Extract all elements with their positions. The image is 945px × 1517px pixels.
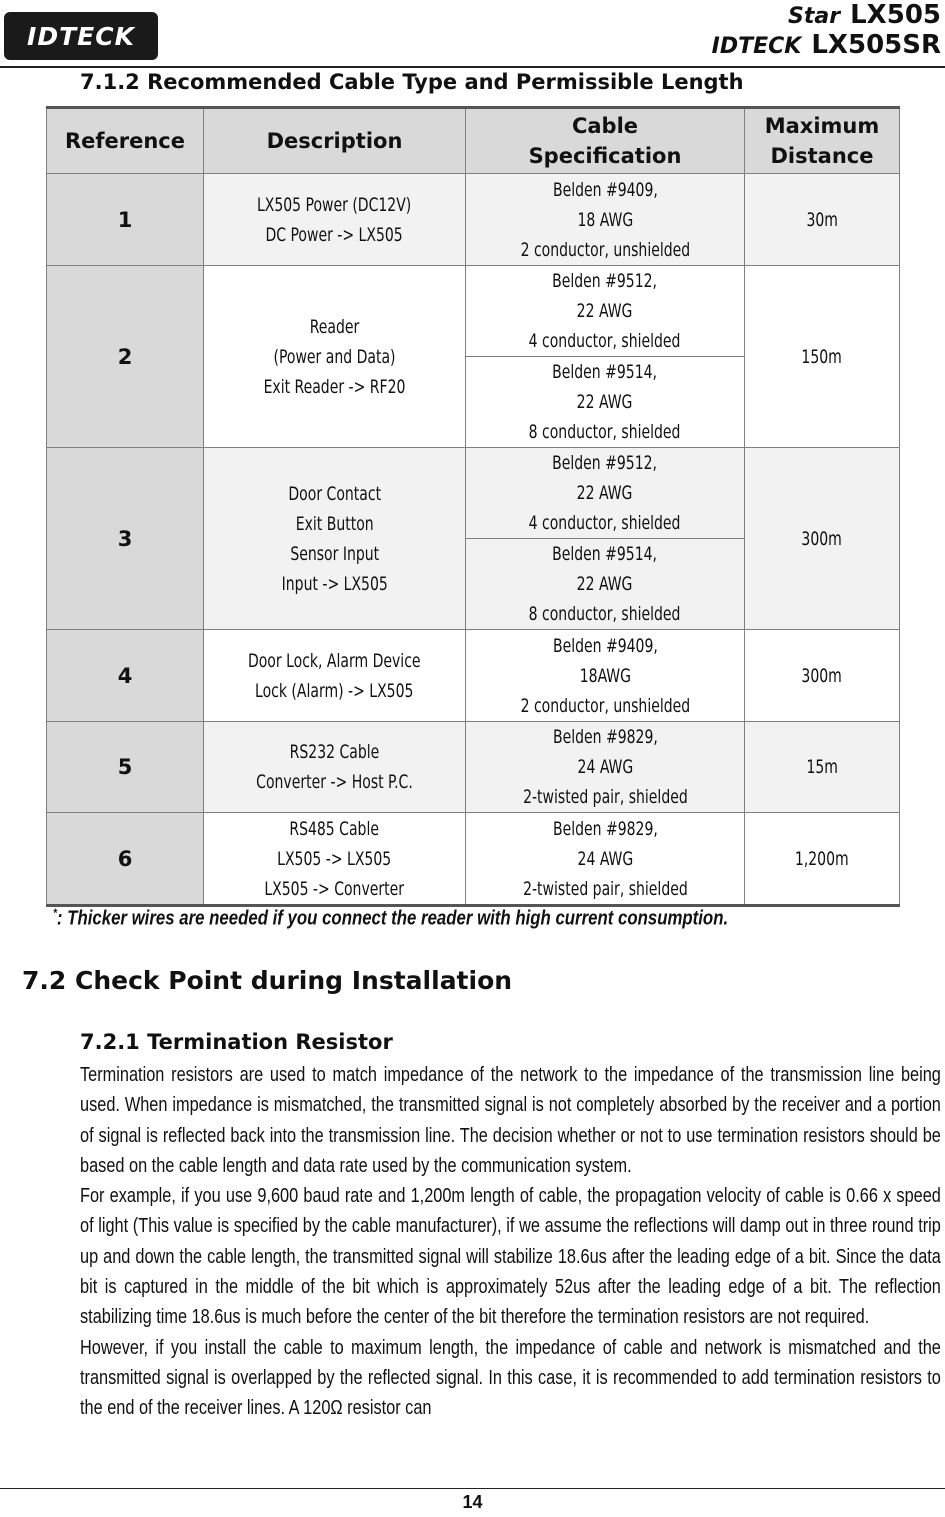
brand-star: Star bbox=[788, 4, 841, 29]
description-cell: Door Contact Exit Button Sensor Input Input -> LX505 bbox=[204, 448, 466, 630]
spec-cell: Belden #9409, 18AWG 2 conductor, unshielded bbox=[466, 630, 745, 722]
header-cable-spec: Cable Specification bbox=[466, 108, 745, 174]
header-divider bbox=[0, 66, 945, 68]
section-title-7-2: 7.2 Check Point during Installation bbox=[22, 966, 513, 995]
description-cell: Door Lock, Alarm Device Lock (Alarm) -> LX505 bbox=[204, 630, 466, 722]
spec-cell: Belden #9409, 18 AWG 2 conductor, unshielded bbox=[466, 174, 745, 266]
distance-cell: 150m bbox=[745, 266, 900, 448]
spec-cell: Belden #9512, 22 AWG 4 conductor, shielded bbox=[466, 448, 745, 539]
header-description: Description bbox=[204, 108, 466, 174]
termination-resistor-body bbox=[80, 1060, 941, 1424]
spec-cell: Belden #9829, 24 AWG 2-twisted pair, shielded bbox=[466, 813, 745, 906]
footnote-mark: * bbox=[53, 906, 57, 920]
brand-idteck: IDTECK bbox=[711, 34, 802, 59]
header-reference: Reference bbox=[47, 108, 204, 174]
footnote-text: : Thicker wires are needed if you connect the reader with high current consumption. bbox=[56, 907, 729, 930]
paragraph: Termination resistors are used to match impedance of the network to the impedance of the transmission line being used. When impedance is mismatched, the transmitted signal is not completely absorbed by the receiver and a portion of signal is reflected back into the transmission line. The decision whether or not to use termination resistors should be based on the cable length and data rate used by the communication system. bbox=[80, 1064, 941, 1177]
logo-text: IDTECK bbox=[27, 21, 135, 51]
description-cell: Reader (Power and Data) Exit Reader -> RF20 bbox=[204, 266, 466, 448]
description-cell: RS232 Cable Converter -> Host P.C. bbox=[204, 722, 466, 813]
ref-cell: 3 bbox=[47, 448, 204, 630]
section-title-7-1-2: 7.1.2 Recommended Cable Type and Permissible Length bbox=[80, 70, 744, 94]
distance-cell: 15m bbox=[745, 722, 900, 813]
distance-cell: 1,200m bbox=[745, 813, 900, 906]
ref-cell: 2 bbox=[47, 266, 204, 448]
brand-model-lx505sr: LX505SR bbox=[811, 30, 941, 60]
brand-line-1 bbox=[788, 2, 941, 28]
spec-cell: Belden #9512, 22 AWG 4 conductor, shielded bbox=[466, 266, 745, 357]
ref-cell: 6 bbox=[47, 813, 204, 906]
paragraph: For example, if you use 9,600 baud rate and 1,200m length of cable, the propagation velocity of cable is 0.66 x speed of light (This value is specified by the cable manufacturer), if we assume the reflections will damp out in three round trip up and down the cable length, the transmitted signal will stabilize 18.6us after the leading edge of a bit. Since the data bit is captured in the middle of the bit which is approximately 52us after the leading edge of a bit. The reflection stabilizing time 18.6us is much before the center of the bit therefore the termination resistors are not required. bbox=[80, 1185, 941, 1329]
page-header bbox=[0, 0, 945, 68]
page-number: 14 bbox=[462, 1492, 483, 1512]
spec-cell: Belden #9514, 22 AWG 8 conductor, shielded bbox=[466, 539, 745, 630]
product-brand bbox=[681, 0, 941, 64]
cable-table bbox=[46, 106, 900, 907]
table-row bbox=[47, 174, 900, 266]
paragraph: However, if you install the cable to maximum length, the impedance of cable and network is mismatched and the transmitted signal is overlapped by the reflected signal. In this case, it is recommended to add termination resistors to the end of the receiver lines. A 120Ω resistor can bbox=[80, 1336, 941, 1420]
table-footnote bbox=[53, 906, 728, 931]
brand-line-2 bbox=[712, 32, 941, 58]
description-cell: LX505 Power (DC12V) DC Power -> LX505 bbox=[204, 174, 466, 266]
table-row bbox=[47, 813, 900, 906]
footer-divider bbox=[0, 1488, 945, 1489]
table-row bbox=[47, 266, 900, 357]
spec-cell: Belden #9514, 22 AWG 8 conductor, shielded bbox=[466, 357, 745, 448]
header-max-distance: Maximum Distance bbox=[745, 108, 900, 174]
ref-cell: 1 bbox=[47, 174, 204, 266]
brand-model-lx505: LX505 bbox=[850, 0, 941, 30]
section-title-7-2-1: 7.2.1 Termination Resistor bbox=[80, 1030, 393, 1054]
table-row bbox=[47, 630, 900, 722]
table-row bbox=[47, 448, 900, 539]
spec-cell: Belden #9829, 24 AWG 2-twisted pair, shielded bbox=[466, 722, 745, 813]
table-row bbox=[47, 722, 900, 813]
idteck-logo bbox=[4, 12, 158, 60]
distance-cell: 300m bbox=[745, 630, 900, 722]
distance-cell: 300m bbox=[745, 448, 900, 630]
distance-cell: 30m bbox=[745, 174, 900, 266]
ref-cell: 5 bbox=[47, 722, 204, 813]
description-cell: RS485 Cable LX505 -> LX505 LX505 -> Converter bbox=[204, 813, 466, 906]
ref-cell: 4 bbox=[47, 630, 204, 722]
table-header-row bbox=[47, 108, 900, 174]
